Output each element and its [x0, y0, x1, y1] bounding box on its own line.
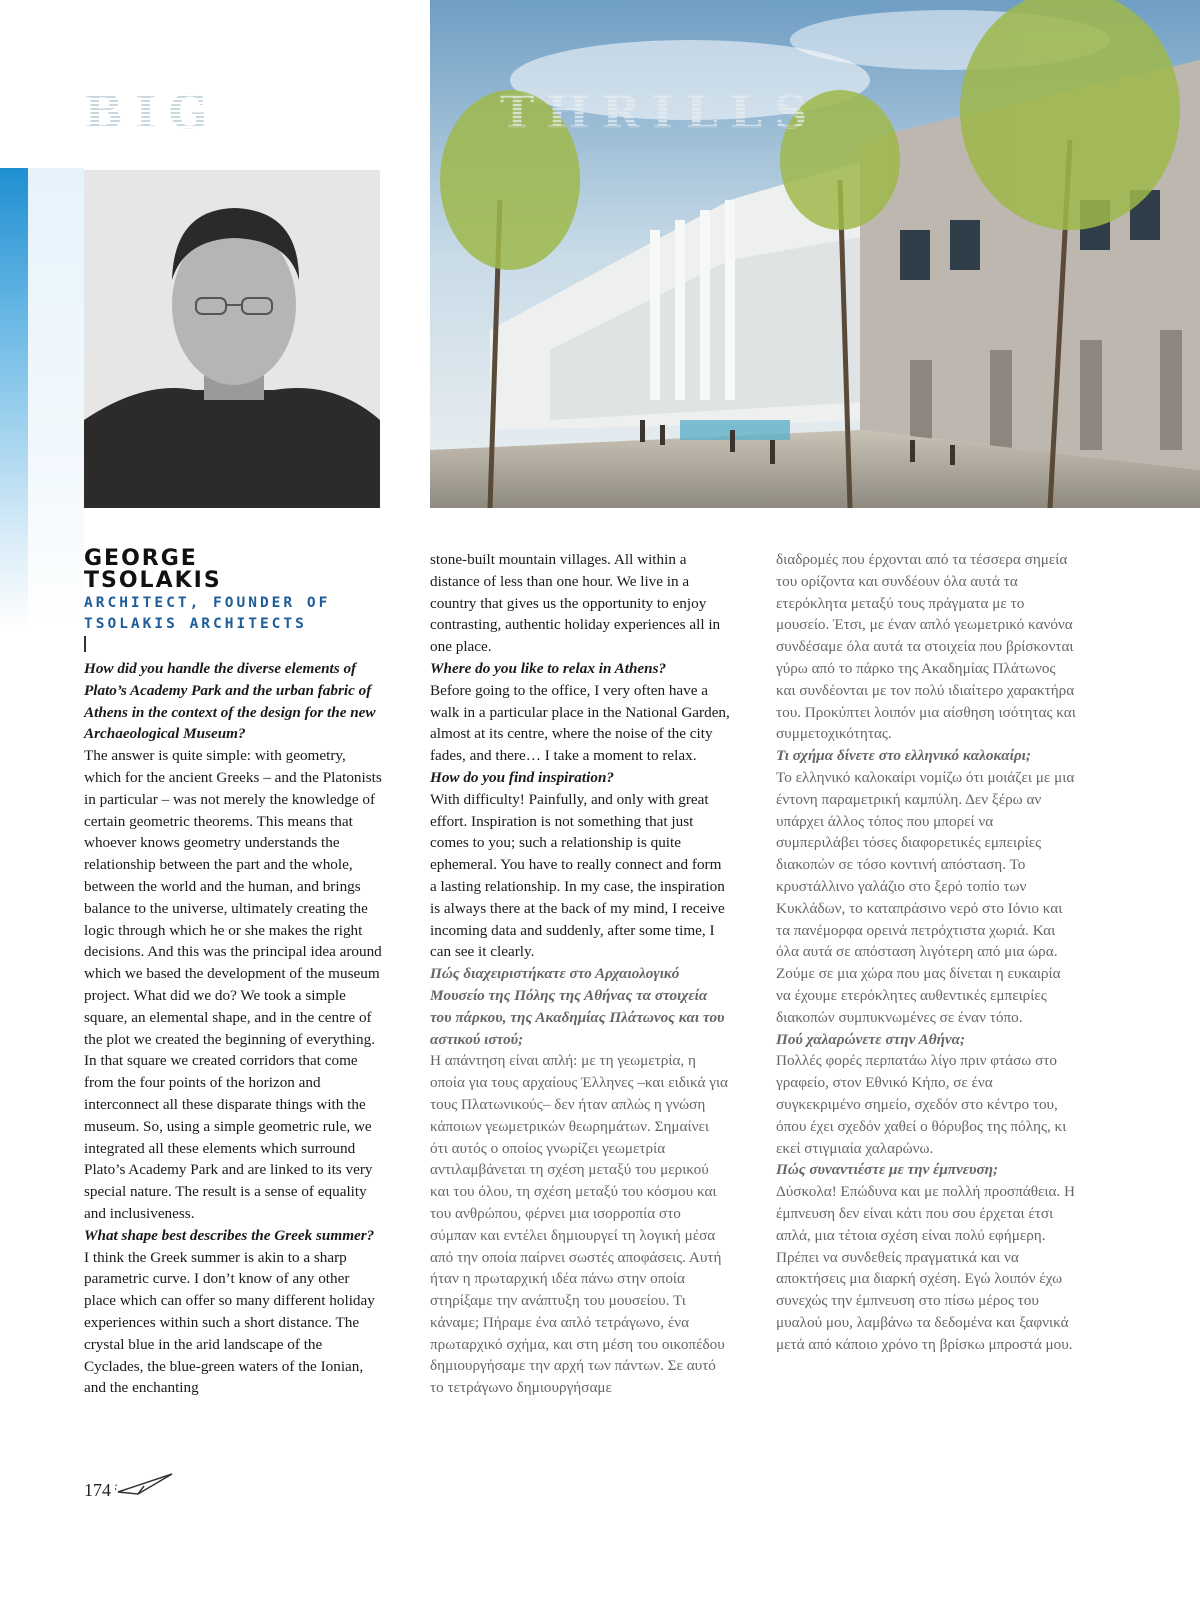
interviewee-role: ARCHITECT, FOUNDER OF TSOLAKIS ARCHITECTS [84, 595, 331, 632]
interview-answer: Πολλές φορές περπατάω λίγο πριν φτάσω στο γραφείο, στον Εθνικό Κήπο, σε ένα συγκεκριμένο σημείο, σχεδόν στο κέντρο του, όπου έχει σχεδόν χαθεί ο θόρυβος της πόλης, κι εκεί στιγμιαία χαλαρώνω. [776, 1052, 1067, 1157]
interviewee-name: GEORGE TSOLAKIS [84, 546, 222, 593]
header-word-big: BIG [84, 88, 384, 136]
interview-answer: I think the Greek summer is akin to a sharp parametric curve. I don’t know of any other place which can offer so many different holiday experiences within such a short distance. The crystal blue in the arid landscape of the Cyclades, the blue-green waters of the Ionian, and the enchanting [84, 1248, 375, 1397]
interview-answer: Η απάντηση είναι απλή: με τη γεωμετρία, η οποία για τους αρχαίους Έλληνες –και ειδικά για τους Πλατωνικούς– δεν ήταν απλώς η γνώση κάποιων γεωμετρικών θεωρημάτων. Σημαίνει ότι αυτός ο οποίος γνωρίζει γεωμετρία αντιλαμβάνεται τη σχέση μεταξύ του μερικού και του όλου, τη σχέση μεταξύ του κόσμου και του ανθρώπου, φέρνει μια ισορροπία στο σύμπαν και εντέλει δημιουργεί τη λογική μέσα από την οποία παίρνει σωστές αποφάσεις. Αυτή ήταν η πρωταρχική ιδέα πάνω στην οποία στηρίξαμε την ανάπτυξη του μουσείου. Τι κάναμε; Πήραμε ένα απλό τετράγωνο, ένα πρωταρχικό σχήμα, και στη μέση του οικοπέδου δημιουργήσαμε την αρχή των πάντων. Σε αυτό το τετράγωνο δημιουργήσαμε [430, 1052, 729, 1397]
interview-answer: διαδρομές που έρχονται από τα τέσσερα σημεία του ορίζοντα και συνδέουν όλα αυτά τα ετερόκλητα μεταξύ τους πράγματα με το μουσείο. Έτσι, με έναν απλό γεωμετρικό κανόνα συνδέσαμε όλα αυτά τα στοιχεία που βρίσκονται γύρω από το πάρκο της Ακαδημίας Πλάτωνος και συνδέονται με τον πολύ ιδιαίτερο χαρακτήρα του. Προκύπτει λοιπόν μια αίσθηση ισότητας και συμμετοχικότητας. [776, 551, 1076, 743]
interview-question: What shape best describes the Greek summer? [84, 1226, 375, 1244]
paper-plane-icon [114, 1472, 174, 1498]
interview-question: Πώς συναντιέστε με την έμπνευση; [776, 1161, 999, 1179]
page-number: 174 [84, 1480, 111, 1500]
interview-answer: stone-built mountain villages. All within a distance of less than one hour. We live in a country that gives us the opportunity to enjoy contrasting, authentic holiday experiences all in one place. [430, 551, 721, 656]
portrait-photo [84, 170, 380, 508]
interview-question: How do you find inspiration? [430, 768, 614, 786]
side-accent-glow [28, 168, 84, 630]
interview-answer: The answer is quite simple: with geometry, which for the ancient Greeks – and the Platonists in particular – was not merely the knowledge of certain geometric theorems. This means that whoever knows geometry understands the relationship between the part and the whole, between the world and the human, and brings balance to the universe, ultimately creating the logic through which he or she makes the right decisions. And this was the principal idea around which we based the development of the museum project. What did we do? We took a simple square, an elemental shape, and in the centre of the plot we created the beginning of everything. In that square we created corridors that come from the four points of the horizon and interconnect all these disparate things with the museum. So, using a simple geometric rule, we integrated all these elements which surround Plato’s Academy Park and are linked to its very special nature. The result is a sense of equality and inclusiveness. [84, 747, 382, 1222]
interview-answer: Δύσκολα! Επώδυνα και με πολλή προσπάθεια. Η έμπνευση δεν είναι κάτι που σου έρχεται έτσι απλά, μια τέτοια σχέση είναι πολύ εφήμερη. Πρέπει να συνδεθείς πραγματικά και να αποκτήσεις μια διαρκή σχέση. Εγώ λοιπόν έχω συνεχώς την έμπνευση στο πίσω μέρος του μυαλού μου, λαμβάνω τα δεδομένα και ξαφνικά μετά από κάποιο χρόνο τη βρίσκω μπροστά μου. [776, 1183, 1075, 1353]
interview-question: Πώς διαχειριστήκατε στο Αρχαιολογικό Μουσείο της Πόλης της Αθήνας τα στοιχεία του πάρκου, της Ακαδημίας Πλάτωνος και του αστικού ιστού; [430, 965, 725, 1048]
divider-tick [84, 636, 86, 652]
interview-question: Where do you like to relax in Athens? [430, 659, 667, 677]
interview-question: Πού χαλαρώνετε στην Αθήνα; [776, 1030, 966, 1048]
interview-answer: Το ελληνικό καλοκαίρι νομίζω ότι μοιάζει με μια έντονη παραμετρική καμπύλη. Δεν ξέρω αν υπάρχει άλλος τόπος που μπορεί να συμπεριλάβει τόσες διαφορετικές εμπειρίες διακοπών σε τόσο κοντινή απόσταση. Το κρυστάλλινο γαλάζιο στο ξερό τοπίο των Κυκλάδων, το καταπράσινο νερό στο Ιόνιο και τα πανέμορφα ορεινά πετρόχτιστα χωριά. Και όλα αυτά σε απόσταση λιγότερη από μια ώρα. Ζούμε σε μια χώρα που μας δίνεται η ευκαιρία να έχουμε ετερόκλητες αυθεντικές εμπειρίες διακοπών συμπυκνωμένες σε έναν τόπο. [776, 768, 1075, 1026]
column-1 [84, 658, 384, 1399]
hero-architecture-image [430, 0, 1200, 508]
interview-question: Τι σχήμα δίνετε στο ελληνικό καλοκαίρι; [776, 747, 1031, 765]
interview-question: How did you handle the diverse elements of Plato’s Academy Park and the urban fabric of Athens in the context of the design for the new Archaeological Museum? [84, 660, 376, 743]
column-2 [430, 549, 730, 1399]
side-accent-bar [0, 168, 28, 630]
interview-answer: With difficulty! Painfully, and only with great effort. Inspiration is not something that just comes to you; such a relationship is quite ephemeral. You have to really connect and form a lasting relationship. In my case, the inspiration is always there at the back of my mind, I receive incoming data and suddenly, after some time, I can see it clearly. [430, 790, 725, 961]
header-word-thrills: THRILLS [500, 88, 1180, 136]
column-3 [776, 549, 1076, 1355]
interview-answer: Before going to the office, I very often have a walk in a particular place in the National Garden, almost at its centre, where the noise of the city fades, and there… I take a moment to relax. [430, 681, 730, 765]
